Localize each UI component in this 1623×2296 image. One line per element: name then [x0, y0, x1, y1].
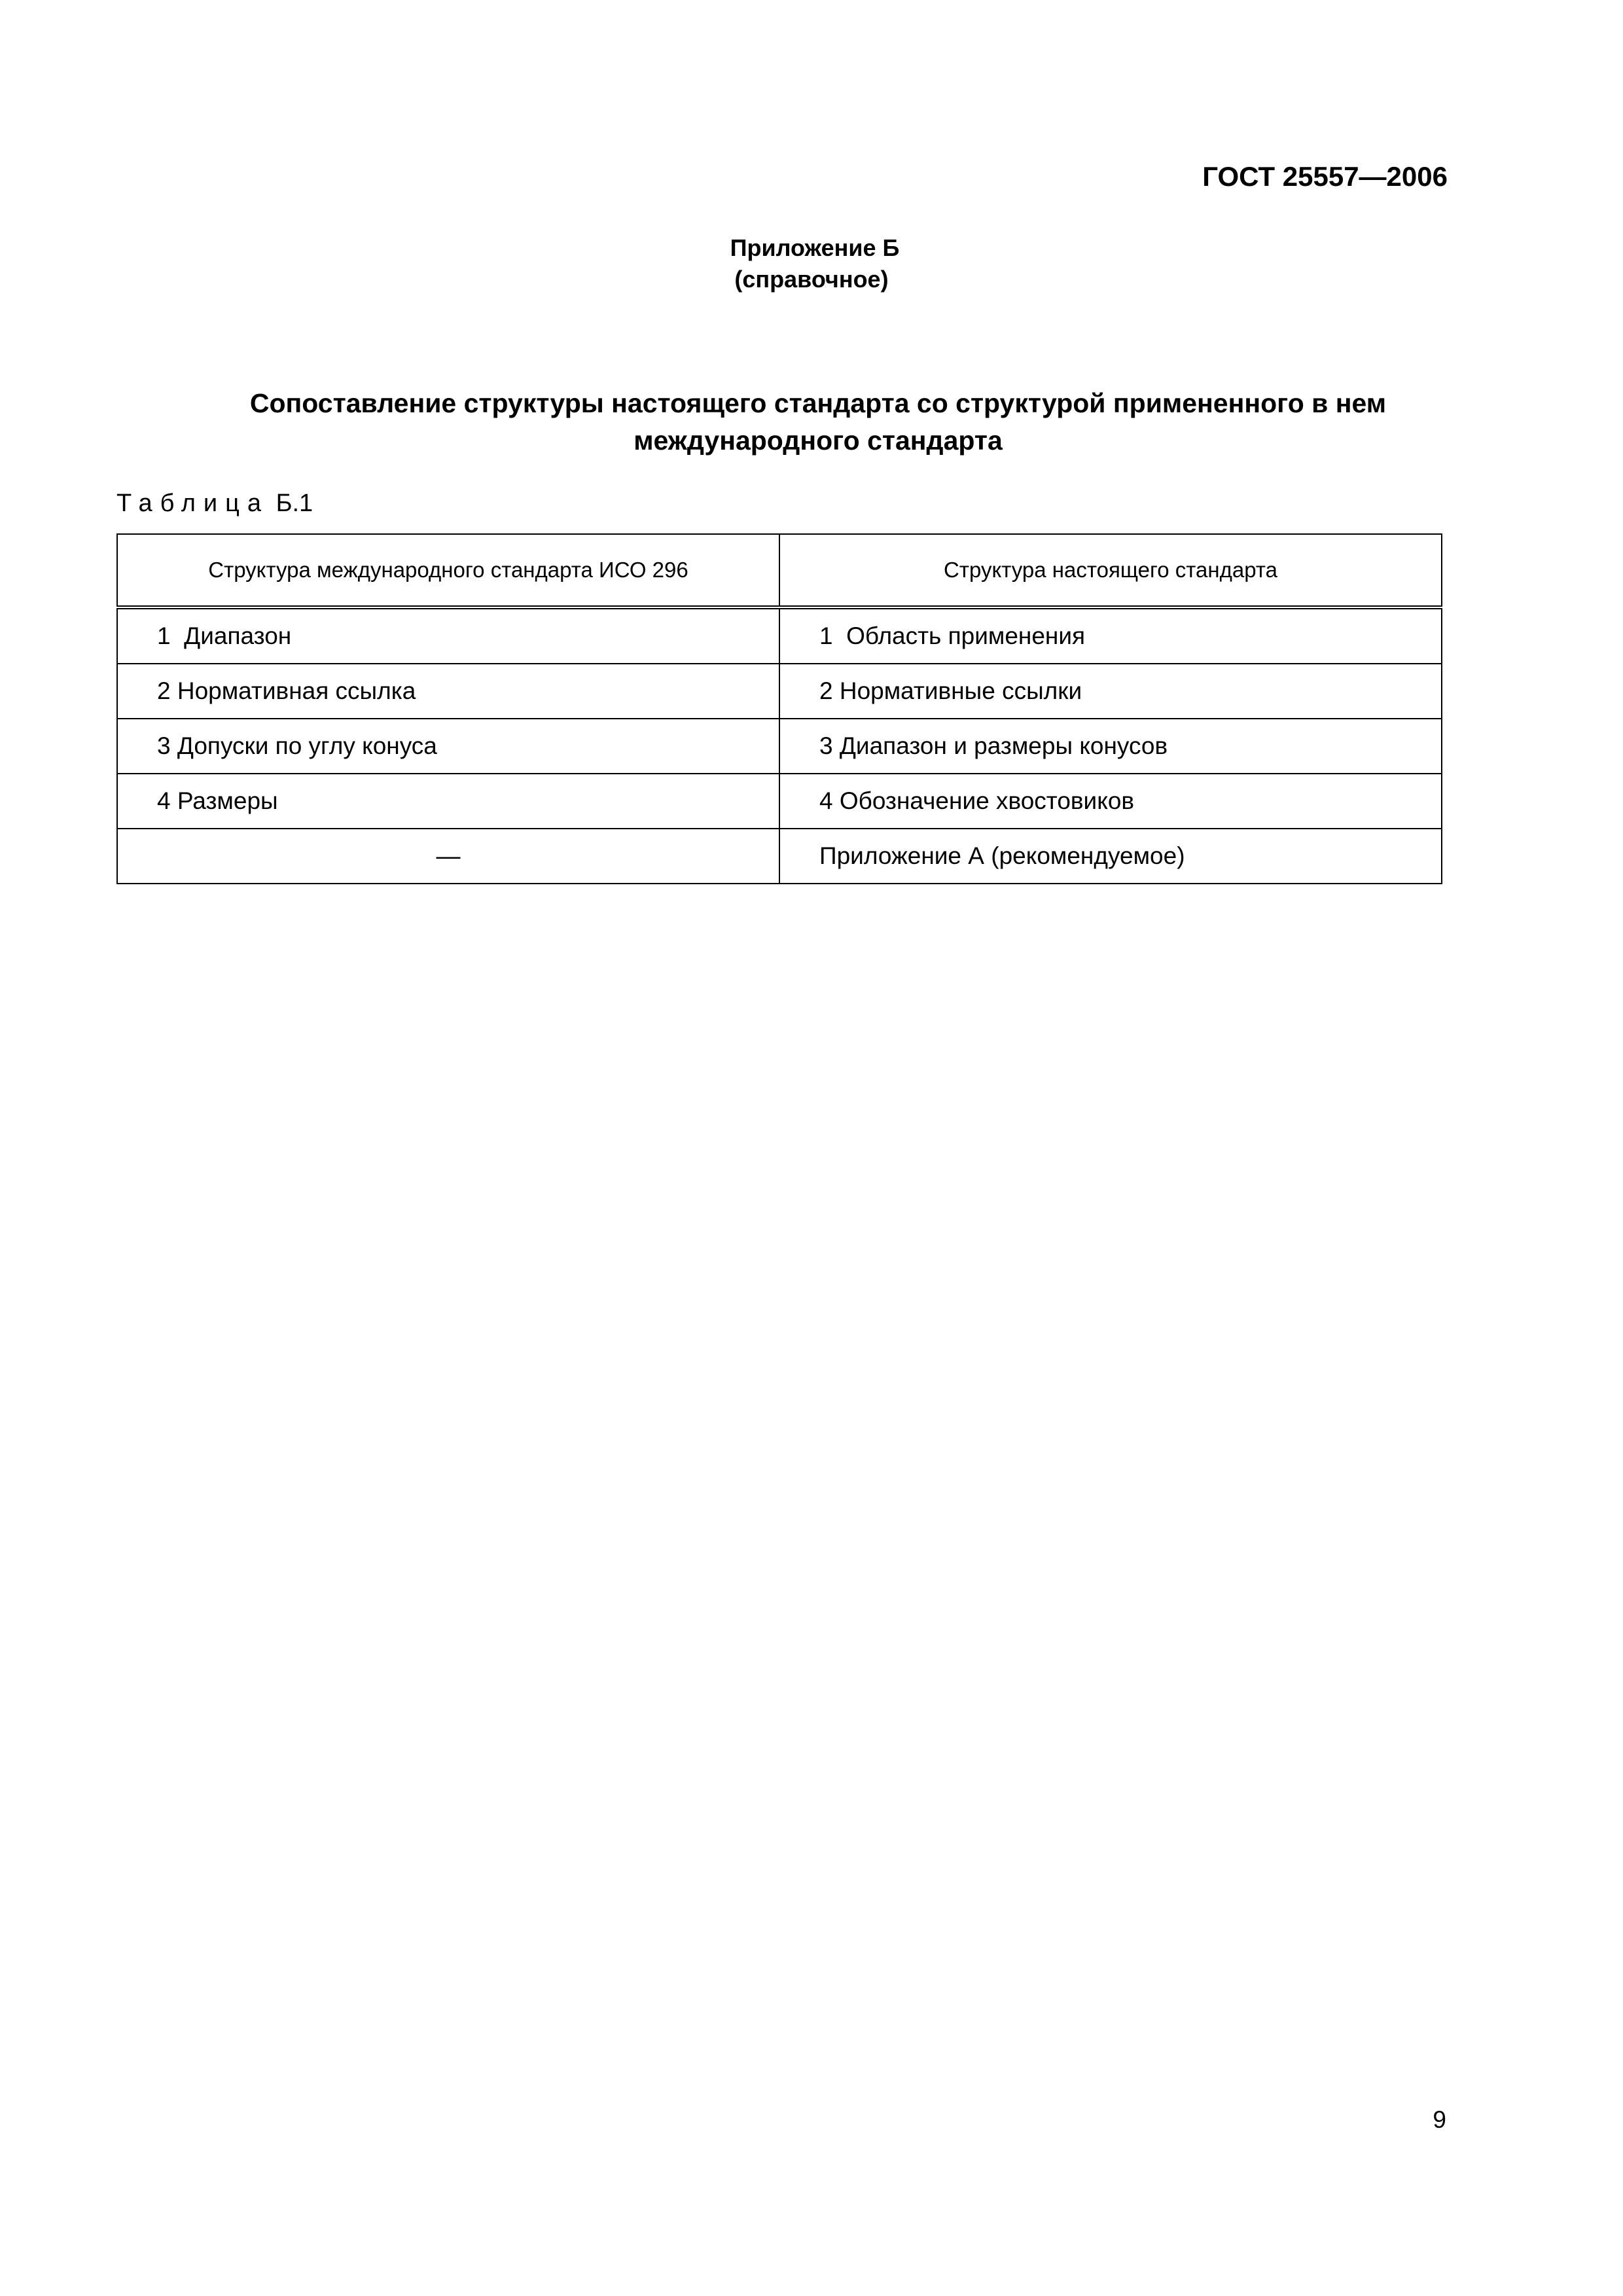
table-cell-gost: Приложение А (рекомендуемое) [779, 829, 1442, 884]
table-row [117, 829, 1442, 884]
table-cell-iso: 3 Допуски по углу конуса [117, 719, 779, 774]
document-code: ГОСТ 25557—2006 [1202, 161, 1448, 192]
table-cell-gost: 2 Нормативные ссылки [779, 664, 1442, 719]
appendix-type: (справочное) [734, 266, 889, 293]
table-cell-gost: 1 Область применения [779, 607, 1442, 664]
appendix-title: Приложение Б [730, 234, 900, 261]
table-caption [116, 490, 313, 518]
page-number: 9 [1433, 2106, 1446, 2133]
table-cell-iso: 4 Размеры [117, 774, 779, 829]
comparison-table [116, 533, 1442, 884]
section-title [151, 385, 1486, 459]
table-cell-iso: — [117, 829, 779, 884]
table-cell-gost: 4 Обозначение хвостовиков [779, 774, 1442, 829]
table-header-row [117, 534, 1442, 607]
table-row [117, 607, 1442, 664]
section-title-line-2: международного стандарта [633, 425, 1003, 456]
table-caption-word: Таблица [116, 490, 269, 517]
column-header-iso: Структура международного стандарта ИСО 296 [117, 534, 779, 607]
table-row [117, 774, 1442, 829]
table-cell-gost: 3 Диапазон и размеры конусов [779, 719, 1442, 774]
appendix-heading [0, 232, 1623, 295]
section-title-line-1: Сопоставление структуры настоящего стандарта со структурой примененного в нем [249, 388, 1387, 418]
table-row [117, 719, 1442, 774]
table-cell-iso: 1 Диапазон [117, 607, 779, 664]
table-caption-number: Б.1 [276, 490, 313, 517]
table-row [117, 664, 1442, 719]
table-cell-iso: 2 Нормативная ссылка [117, 664, 779, 719]
column-header-gost: Структура настоящего стандарта [779, 534, 1442, 607]
